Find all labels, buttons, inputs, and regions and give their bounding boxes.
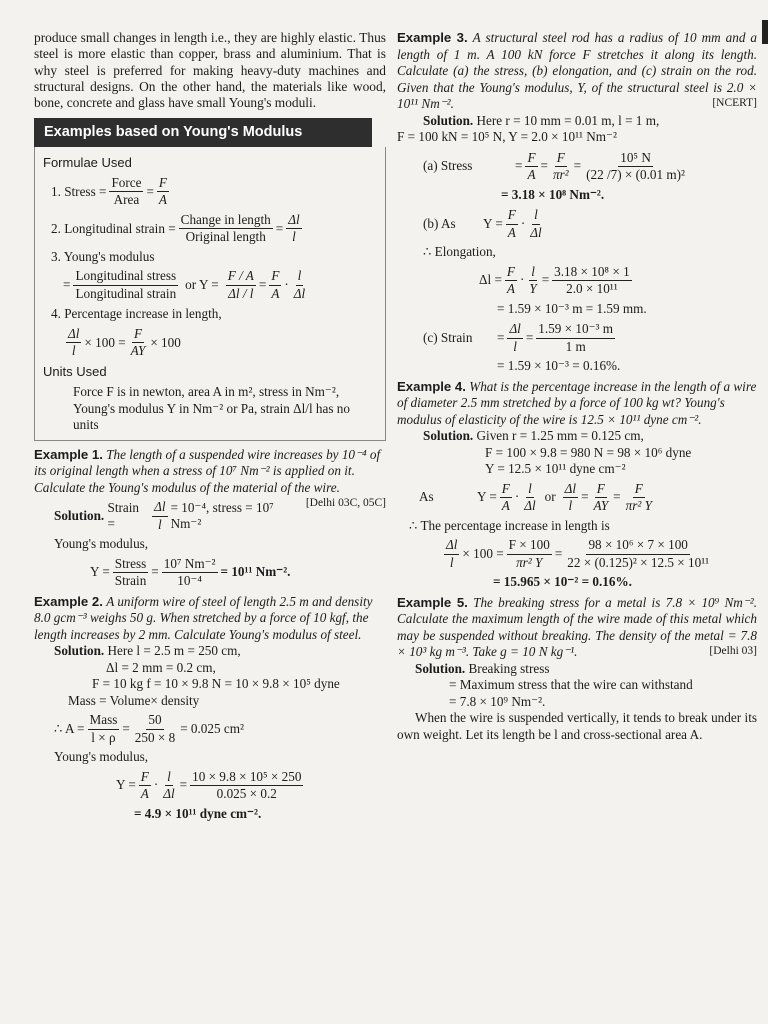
formula-strain: 2. Longitudinal strain = Change in length Original length = $\frac{\Delta l}{l}$	[51, 211, 300, 245]
ex1-result: Y = Stress Strain = $\frac{\text{10⁷ Nm⁻²}}{\text{10⁻⁴}}$ = 10¹¹ Nm⁻².	[90, 555, 291, 589]
ex4-line-3: Y = 12.5 × 10¹¹ dyne cm⁻²	[485, 461, 626, 476]
ex4-line-2: F = 100 × 9.8 = 980 N = 98 × 10⁶ dyne	[485, 444, 692, 460]
ex3-stress: (a) Stress = $\frac{F}{A}$ = $\frac{F}{\text{πr²}}$ = $\frac{\text{10⁵ N}}{\text{(22 /7) × (0.01 m)²}}$	[423, 149, 686, 182]
example-5-source: [Delhi 03]	[709, 645, 757, 657]
example-4-label: Example 4.	[397, 378, 466, 394]
formulae-box	[34, 147, 386, 441]
example-2-text: A uniform wire of steel of length 2.5 m and density 8.0 gcm⁻³ weighs 50 g. When stretched by a force of 10 kgf, the length increases by 2 mm. Calculate Young's modulus of steel.	[34, 593, 373, 642]
ex2-result: = 4.9 × 10¹¹ dyne cm⁻².	[134, 805, 262, 821]
ex3-elongation-label: ∴ Elongation,	[423, 244, 496, 259]
example-3-text: A structural steel rod has a radius of 10 mm and a length of 1 m. A 100 kN force F stretches it along its length. Calculate (a) the stress, (b) elongation, and (c) strain on the rod. Given that the Young's modulus, Y, of the structural steel is 2.0 × 10¹¹ Nm⁻².	[397, 30, 758, 111]
ex4-formula: As Y = $\frac{F}{A}$ · l Δl or $\frac{\Delta l}{l}$ = $\frac{F}{AY}$ = $\frac{F}{\text{πr² Y}}$	[419, 480, 652, 513]
ex2-young: Y = $\frac{F}{A}$ · $\frac{l}{\Delta l}$ = $\frac{\text{10 × 9.8 × 10⁵ × 250}}{0.025 \times 0.2}$	[116, 768, 302, 802]
example-4	[397, 379, 757, 429]
example-1-source: [Delhi 03C, 05C]	[305, 497, 386, 510]
example-3	[397, 30, 757, 113]
ex5-line-3: = 7.8 × 10⁹ Nm⁻².	[449, 693, 546, 709]
units-text: Force F is in newton, area A in m², stress in Nm⁻², Young's modulus Y in Nm⁻² or Pa, strain Δl/l has no units	[73, 384, 350, 433]
example-3-source: [NCERT]	[712, 97, 757, 109]
formulae-heading: Formulae Used	[43, 154, 132, 170]
example-1	[34, 446, 386, 510]
ex4-line-1: Solution. Given r = 1.25 mm = 0.125 cm,	[423, 428, 644, 443]
ex4-percent: $\frac{\Delta l}{l}$ × 100 = $\frac{F \times 100}{\text{πr² Y}}$ = $\frac{\text{98 × 10⁶ × 7 × 100}}{\text{22 × (0.125)² × 12.5 × 10¹¹}}$	[446, 537, 710, 570]
ex2-line-4: Mass = Volume× density	[68, 692, 200, 708]
section-header: Examples based on Young's Modulus	[34, 118, 372, 147]
formula-percent: $\frac{\Delta l}{l}$ × 100 = $\frac{F}{AY}$ × 100	[68, 325, 181, 359]
right-column	[397, 30, 757, 743]
ex3-given-2: F = 100 kN = 10⁵ N, Y = 2.0 × 10¹¹ Nm⁻²	[397, 129, 617, 144]
ex5-line-2: = Maximum stress that the wire can withstand	[449, 677, 693, 692]
ex4-percent-label: ∴ The percentage increase in length is	[409, 517, 610, 533]
ex5-paragraph: When the wire is suspended vertically, it tends to break under its own weight. Let its length be l and cross-sectional area A.	[397, 710, 757, 742]
page-edge-tab	[762, 20, 768, 44]
example-3-label: Example 3.	[397, 30, 468, 45]
ex5-line-1: Solution. Breaking stress	[415, 660, 550, 676]
example-2-label: Example 2.	[34, 593, 103, 609]
ex3-stress-result: = 3.18 × 10⁸ Nm⁻².	[501, 186, 605, 202]
example-2	[34, 594, 386, 644]
example-5-label: Example 5.	[397, 594, 468, 610]
formula-youngs: = Longitudinal stress Longitudinal strain or Y = $\frac{F / A}{\Delta l / l}$ = $\frac{F}{A}$ · l Δl	[63, 268, 306, 301]
ex3-as: (b) As Y = $\frac{F}{A}$ · l Δl	[423, 207, 542, 240]
ex2-line-1: Solution. Here l = 2.5 m = 250 cm,	[54, 643, 241, 659]
ex2-young-label: Young's modulus,	[54, 749, 149, 765]
example-5	[397, 595, 757, 661]
formula-youngs-label: 3. Young's modulus	[51, 248, 155, 264]
example-1-label: Example 1.	[34, 446, 103, 462]
ex2-area: ∴ A = Mass l × ρ = $\frac{50}{250 \times 8}$ = 0.025 cm²	[54, 712, 244, 745]
formula-percent-label: 4. Percentage increase in length,	[51, 306, 222, 322]
ex2-line-3: F = 10 kg f = 10 × 9.8 N = 10 × 9.8 × 10⁵ dyne	[92, 676, 340, 692]
example-1-text: The length of a suspended wire increases by 10⁻⁴ of its original length when a stress of 10⁷ Nm⁻² is applied on it. Calculate the Young's modulus of the material of the wire.	[34, 446, 381, 495]
ex3-given-1: Solution. Here r = 10 mm = 0.01 m, l = 1 m,	[423, 112, 660, 128]
ex4-result: = 15.965 × 10⁻² = 0.16%.	[493, 574, 632, 589]
ex3-elongation: Δl = $\frac{F}{A}$ · $\frac{l}{Y}$ = $\frac{\text{3.18 × 10⁸ × 1}}{\text{2.0 × 10¹¹}}$	[479, 263, 630, 296]
formula-stress: 1. Stress = Force Area = $\frac{F}{A}$	[51, 174, 167, 208]
ex1-young-label: Young's modulus,	[54, 536, 149, 552]
ex3-elongation-result: = 1.59 × 10⁻³ m = 1.59 mm.	[497, 300, 647, 316]
ex1-solution-line: Solution. Strain = $\frac{\Delta l}{l}$ = 10⁻⁴, stress = 10⁷ Nm⁻²	[54, 499, 274, 532]
intro-paragraph: produce small changes in length i.e., they are highly elastic. Thus steel is more elastic than copper, brass and aluminium. That is why steel is preferred for making heavy-duty machines and structural designs. On the other hand, the materials like wood, bone, concrete and glass have small Young's moduli.	[34, 30, 386, 111]
ex2-line-2: Δl = 2 mm = 0.2 cm,	[106, 659, 216, 675]
units-heading: Units Used	[43, 363, 107, 379]
ex3-strain-result: = 1.59 × 10⁻³ = 0.16%.	[497, 358, 621, 373]
example-4-text: What is the percentage increase in the length of a wire of diameter 2.5 mm stretched by a force of 100 kg wt? Young's modulus of elasticity of the wire is 12.5 × 10¹¹ dyne cm⁻².	[397, 378, 757, 427]
ex3-strain: (c) Strain = $\frac{\Delta l}{l}$ = $\frac{\text{1.59 × 10⁻³ m}}{1 m}$	[423, 321, 614, 354]
example-5-text: The breaking stress for a metal is 7.8 × 10⁹ Nm⁻². Calculate the maximum length of the wire made of this metal which may be suspended without breaking. The density of the metal = 7.8 × 10³ kg m⁻³. Take g = 10 N kg⁻¹.	[397, 594, 758, 659]
left-column	[34, 30, 386, 822]
